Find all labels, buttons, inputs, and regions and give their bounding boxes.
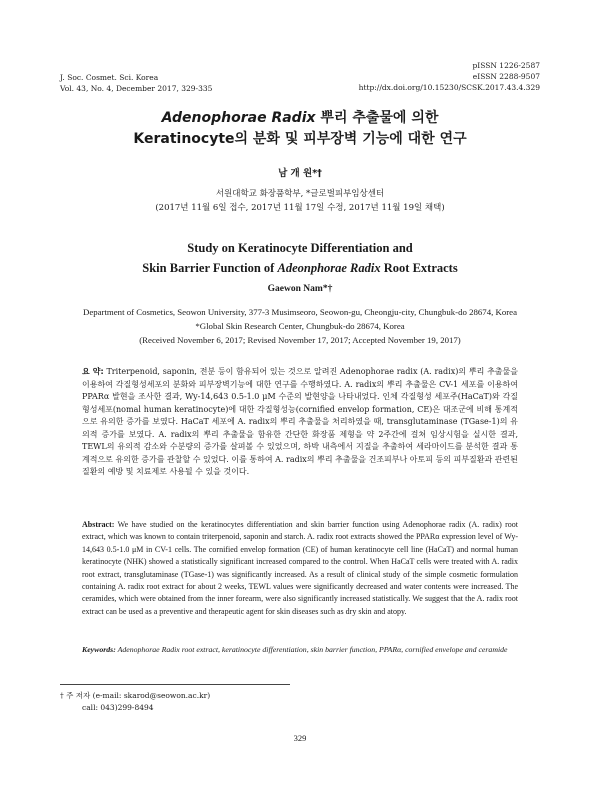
keywords-label: Keywords: bbox=[82, 645, 116, 654]
keywords-text: Adenophorae Radix root extract, keratinocyte differentiation, skin barrier function, PPARα, cornified envelope and ceramide bbox=[117, 645, 508, 654]
korean-title-italic: Adenophorae Radix bbox=[161, 110, 316, 126]
korean-title-rest: 뿌리 추출물에 의한 bbox=[315, 110, 439, 126]
doi-link[interactable]: http://dx.doi.org/10.15230/SCSK.2017.43.4.329 bbox=[358, 83, 540, 92]
keywords bbox=[82, 644, 518, 656]
english-title-italic: Adeonphorae Radix bbox=[277, 261, 381, 275]
pissn: pISSN 1226-2587 bbox=[472, 61, 540, 70]
korean-abstract bbox=[82, 366, 518, 479]
korean-abstract-label: 요 약: bbox=[82, 367, 104, 376]
korean-title bbox=[40, 108, 560, 150]
english-affiliation-2: *Global Skin Research Center, Chungbuk-do 28674, Korea bbox=[195, 321, 405, 331]
journal-volume: Vol. 43, No. 4, December 2017, 329-335 bbox=[60, 84, 213, 93]
korean-affiliation bbox=[40, 187, 560, 215]
journal-header bbox=[60, 72, 212, 94]
korean-dates: (2017년 11월 6일 접수, 2017년 11월 17일 수정, 2017년 11월 19일 채택) bbox=[155, 203, 445, 213]
english-title-line1: Study on Keratinocyte Differentiation and bbox=[187, 241, 413, 255]
journal-name: J. Soc. Cosmet. Sci. Korea bbox=[60, 73, 159, 82]
korean-title-line2: Keratinocyte의 분화 및 피부장벽 기능에 대한 연구 bbox=[133, 131, 467, 147]
korean-affiliation-text: 서원대학교 화장품학부, *글로벌피부임상센터 bbox=[215, 189, 385, 199]
eissn: eISSN 2288-9507 bbox=[472, 72, 540, 81]
footnote bbox=[60, 690, 210, 714]
english-title-line2b: Root Extracts bbox=[380, 261, 458, 275]
english-abstract bbox=[82, 519, 518, 618]
english-title-line2a: Skin Barrier Function of bbox=[142, 261, 278, 275]
english-dates: (Received November 6, 2017; Revised November 17, 2017; Accepted November 19, 2017) bbox=[139, 335, 461, 345]
english-abstract-text: We have studied on the keratinocytes differentiation and skin barrier function using Adenophorae radix (A. radix) root extract, which was known to contain triterpenoid, saponin and starch. A. radix root extracts showed the PPARα expression level of Wy-14,643 0.5-1.0 μM in CV-1 cells. The cornified envelop formation (CE) of human keratinocyte cell line (HaCaT) and normal human keratinocyte (NHK) showed a statistically significant increased compared to the control. When HaCaT cells were treated with A. radix root extract, transglutaminase (TGase-1) was significantly increased. As a result of clinical study of the simple cosmetic formulation containing A. radix root extract for about 2 weeks, TEWL values were significantly decreased and water contents were increased. The ceramides, which were obtained from the inner forearm, were also significantly increased statistically. We suggest that the A. radix root extract can be used as a preventive and therapeutic agent for skin diseases such as dry skin and atopy. bbox=[82, 520, 518, 616]
english-author: Gaewon Nam*† bbox=[267, 284, 333, 294]
english-title bbox=[40, 238, 560, 278]
page-number: 329 bbox=[293, 733, 307, 743]
footnote-phone: call: 043)299-8494 bbox=[82, 703, 154, 712]
korean-abstract-text: Triterpenoid, saponin, 전분 등이 함유되어 있는 것으로 알려진 Adenophorae radix (A. radix)의 뿌리 추출물을 이용하여 각질형성세포의 분화와 피부장벽기능에 대한 연구를 수행하였다. A. radix의 뿌리 추출물은 CV-1 세포를 이용하여 PPARα 발현을 조사한 결과, Wy-14,643 0.5-1.0 μM 수준의 발현양을 나타내었다. 인체 각질형성 세포주(HaCaT)와 각질형성세포(nomal human keratinocyte)에 대한 각질형성능(cornified envelop formation, CE)은 대조군에 비해 통계적으로 유의한 증가를 보였다. HaCaT 세포에 A. radix의 뿌리 추출물을 처리하였을 때, transglutaminase (TGase-1)의 유의적 증가를 보였다. A. radix의 뿌리 추출물을 함유한 간단한 화장품 제형을 약 2주간에 걸쳐 임상시험을 실시한 결과, TEWL의 유의적 감소와 수분량의 증가를 살펴볼 수 있었으며, 하박 내측에서 지질을 추출하여 세라마이드를 분석한 결과 통계적으로 유의한 증가를 관찰할 수 있었다. 이를 통하여 A. radix의 뿌리 추출물을 건조피부나 아토피 등의 피부질환과 관련된 질환의 예방 및 치료제로 사용될 수 있을 것이다. bbox=[82, 367, 518, 476]
korean-author: 남 개 원*† bbox=[278, 168, 322, 179]
english-abstract-label: Abstract: bbox=[82, 520, 115, 529]
english-affiliation-1: Department of Cosmetics, Seowon University, 377-3 Musimseoro, Seowon-gu, Cheongju-city, Chungbuk-do 28674, Korea bbox=[82, 307, 517, 317]
footnote-divider bbox=[60, 684, 290, 685]
footnote-email: † 주 저자 (e-mail: skarod@seowon.ac.kr) bbox=[60, 691, 211, 700]
issn-header bbox=[359, 60, 540, 93]
english-affiliation bbox=[40, 305, 560, 347]
